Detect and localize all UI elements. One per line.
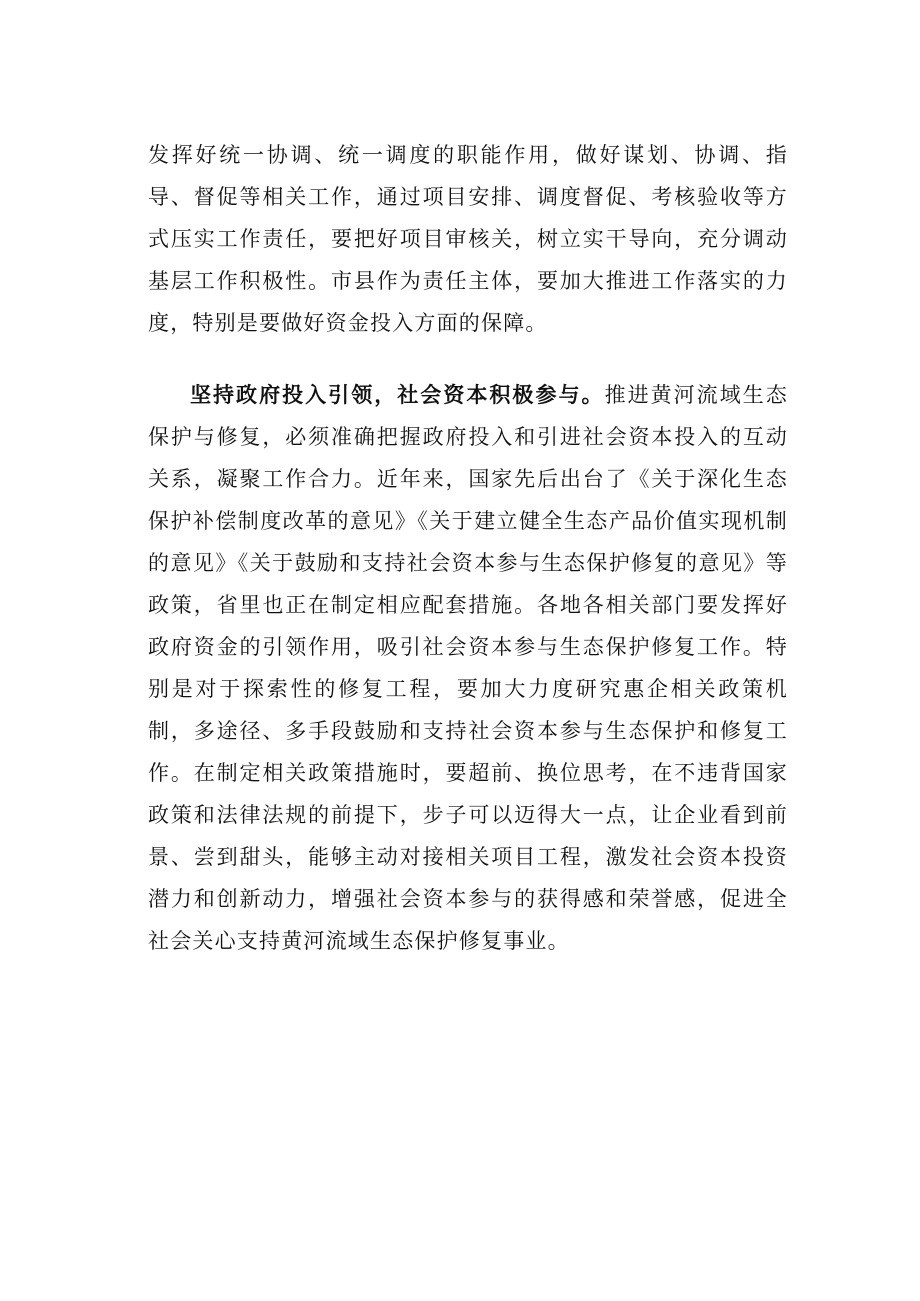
- paragraph-text: 推进黄河流域生态保护与修复，必须准确把握政府投入和引进社会资本投入的互动关系，凝聚工作合力。近年来，国家先后出台了《关于深化生态保护补偿制度改革的意见》《关于建立健全生态产品价值实现机制的意见》《关于鼓励和支持社会资本参与生态保护修复的意见》等政策，省里也正在制定相应配套措施。各地各相关部门要发挥好政府资金的引领作用，吸引社会资本参与生态保护修复工作。特别是对于探索性的修复工程，要加大力度研究惠企相关政策机制，多途径、多手段鼓励和支持社会资本参与生态保护和修复工作。在制定相关政策措施时，要超前、换位思考，在不违背国家政策和法律法规的前提下，步子可以迈得大一点，让企业看到前景、尝到甜头，能够主动对接相关项目工程，激发社会资本投资潜力和创新动力，增强社会资本参与的获得感和荣誉感，促进全社会关心支持黄河流域生态保护修复事业。: [148, 383, 788, 953]
- paragraph-policy: [148, 374, 788, 962]
- paragraph-text: 发挥好统一协调、统一调度的职能作用，做好谋划、协调、指导、督促等相关工作，通过项目安排、调度督促、考核验收等方式压实工作责任，要把好项目审核关，树立实干导向，充分调动基层工作积极性。市县作为责任主体，要加大推进工作落实的力度，特别是要做好资金投入方面的保障。: [148, 143, 788, 335]
- paragraph-continuation: [148, 134, 788, 344]
- paragraph-body: [148, 374, 788, 962]
- paragraph-heading: 坚持政府投入引领，社会资本积极参与。: [190, 382, 605, 407]
